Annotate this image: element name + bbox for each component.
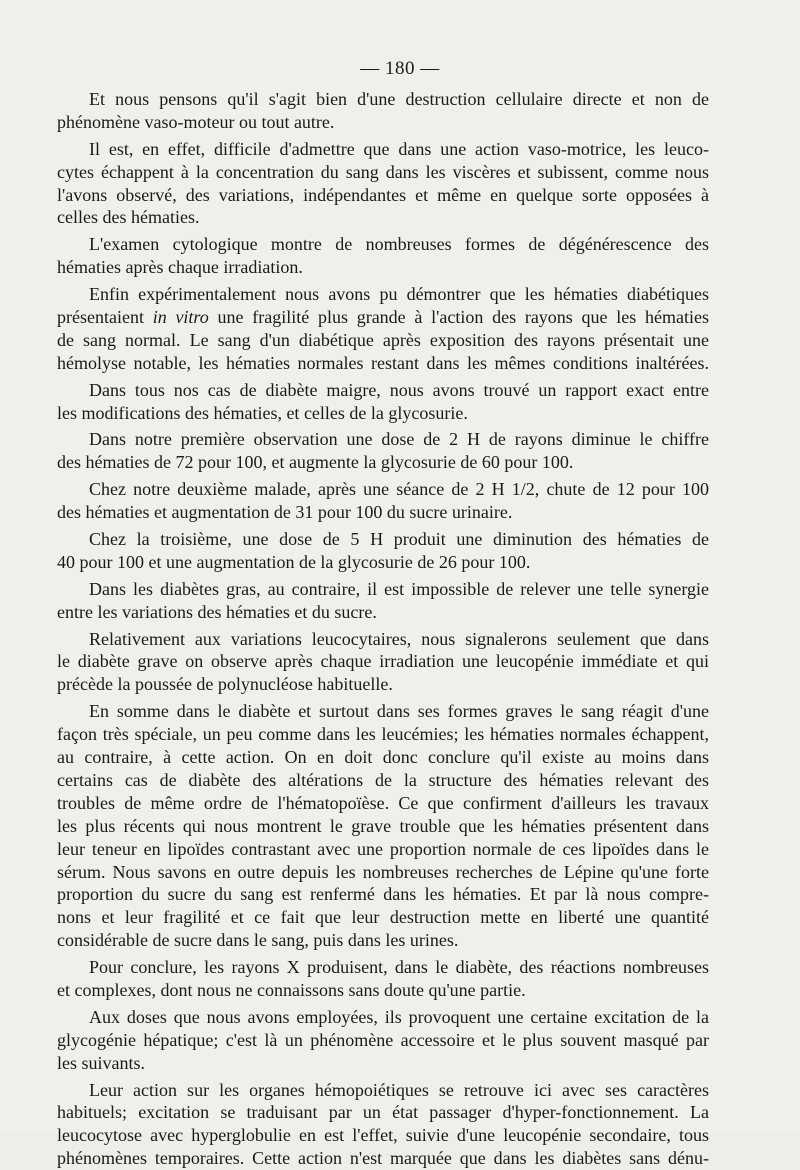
text-line: Enfin expérimentalement nous avons pu démontrer que les hématies diabétiques xyxy=(89,284,709,305)
text-line: En somme dans le diabète et surtout dans ses formes graves le sang réagit d'une xyxy=(89,701,709,722)
text-line: cytes échappent à la concentration du sang dans les viscères et subissent, comme nous xyxy=(57,161,709,182)
text-line: glycogénie hépatique; c'est là un phénomène accessoire et le plus souvent masqué par xyxy=(57,1029,709,1050)
text-line: considérable de sucre dans le sang, puis dans les urines. xyxy=(57,930,459,951)
text-line: habituels; excitation se traduisant par un état passager d'hyper-fonctionnement. La xyxy=(57,1102,709,1123)
text-line: Leur action sur les organes hémopoiétiques se retrouve ici avec ses caractères xyxy=(89,1079,709,1100)
text-line: Et nous pensons qu'il s'agit bien d'une destruction cellulaire directe et non de xyxy=(89,89,709,109)
text-line: L'examen cytologique montre de nombreuses formes de dégénérescence des xyxy=(89,234,709,255)
text-line: Dans tous nos cas de diabète maigre, nous avons trouvé un rapport exact entre xyxy=(89,379,709,400)
text-line: les plus récents qui nous montrent le grave trouble que les hématies présentent dans xyxy=(57,815,709,836)
text-line: Chez la troisième, une dose de 5 H produit une diminution des hématies de xyxy=(89,529,709,550)
text-line: sérum. Nous savons en outre depuis les nombreuses recherches de Lépine qu'une forte xyxy=(57,861,709,882)
page-number: — 180 — xyxy=(360,58,440,79)
text-line: Dans les diabètes gras, au contraire, il est impossible de relever une telle synergie xyxy=(89,578,709,599)
body-text xyxy=(57,88,709,1170)
text-line: proportion du sucre du sang est renfermé dans les hématies. Et par là nous compre- xyxy=(57,884,709,905)
text-line: présentaient in vitro une fragilité plus grande à l'action des rayons que les hématies xyxy=(57,307,709,328)
text-line: façon très spéciale, un peu comme dans les leucémies; les hématies normales échappent, xyxy=(57,724,709,745)
text-line: entre les variations des hématies et du sucre. xyxy=(57,601,377,622)
text-line: celles des hématies. xyxy=(57,207,200,228)
text-line: leur teneur en lipoïdes contrastant avec une proportion normale de ces lipoïdes dans le xyxy=(57,838,709,859)
text-line: au contraire, à cette action. On en doit donc conclure qu'il existe au moins dans xyxy=(57,747,709,768)
text-line: les suivants. xyxy=(57,1052,145,1073)
italic-term: in vitro xyxy=(152,307,209,328)
text-line: 40 pour 100 et une augmentation de la glycosurie de 26 pour 100. xyxy=(57,551,531,572)
text-line: troubles de même ordre de l'hématopoïèse. Ce que confirment d'ailleurs les travaux xyxy=(57,792,709,813)
text-line: le diabète grave on observe après chaque irradiation une leucopénie immédiate et qui xyxy=(57,651,709,672)
text-line: nons et leur fragilité et ce fait que leur destruction mette en liberté une quantité xyxy=(57,907,709,928)
text-line: l'avons observé, des variations, indépendantes et même en quelque sorte opposées à xyxy=(57,184,709,205)
text-line: phénomènes temporaires. Cette action n'est marquée que dans les diabètes sans dénu- xyxy=(57,1148,709,1169)
text-line: Il est, en effet, difficile d'admettre que dans une action vaso-motrice, les leuco- xyxy=(89,138,709,159)
text-line: Relativement aux variations leucocytaires, nous signalerons seulement que dans xyxy=(89,628,709,649)
text-line: précède la poussée de polynucléose habituelle. xyxy=(57,674,393,695)
text-line: phénomène vaso-moteur ou tout autre. xyxy=(57,111,335,132)
text-line: de sang normal. Le sang d'un diabétique après exposition des rayons présentait une xyxy=(57,329,709,350)
text-line: des hématies et augmentation de 31 pour 100 du sucre urinaire. xyxy=(57,502,513,523)
text-line: les modifications des hématies, et celles de la glycosurie. xyxy=(57,402,468,423)
text-line: leucocytose avec hyperglobulie en est l'effet, suivie d'une leucopénie secondaire, tous xyxy=(57,1125,709,1146)
text-line: hémolyse notable, les hématies normales restant dans les mêmes conditions inaltérées. xyxy=(57,352,709,373)
text-line: Aux doses que nous avons employées, ils provoquent une certaine excitation de la xyxy=(89,1006,709,1027)
text-line: Pour conclure, les rayons X produisent, dans le diabète, des réactions nombreuses xyxy=(89,957,709,978)
text-line: hématies après chaque irradiation. xyxy=(57,257,303,278)
text-line: certains cas de diabète des altérations de la structure des hématies relevant des xyxy=(57,769,709,790)
text-line: des hématies de 72 pour 100, et augmente la glycosurie de 60 pour 100. xyxy=(57,452,574,473)
text-line: Chez notre deuxième malade, après une séance de 2 H 1/2, chute de 12 pour 100 xyxy=(89,479,709,500)
text-line: Dans notre première observation une dose de 2 H de rayons diminue le chiffre xyxy=(89,429,709,450)
text-line: et complexes, dont nous ne connaissons sans doute qu'une partie. xyxy=(57,979,526,1000)
